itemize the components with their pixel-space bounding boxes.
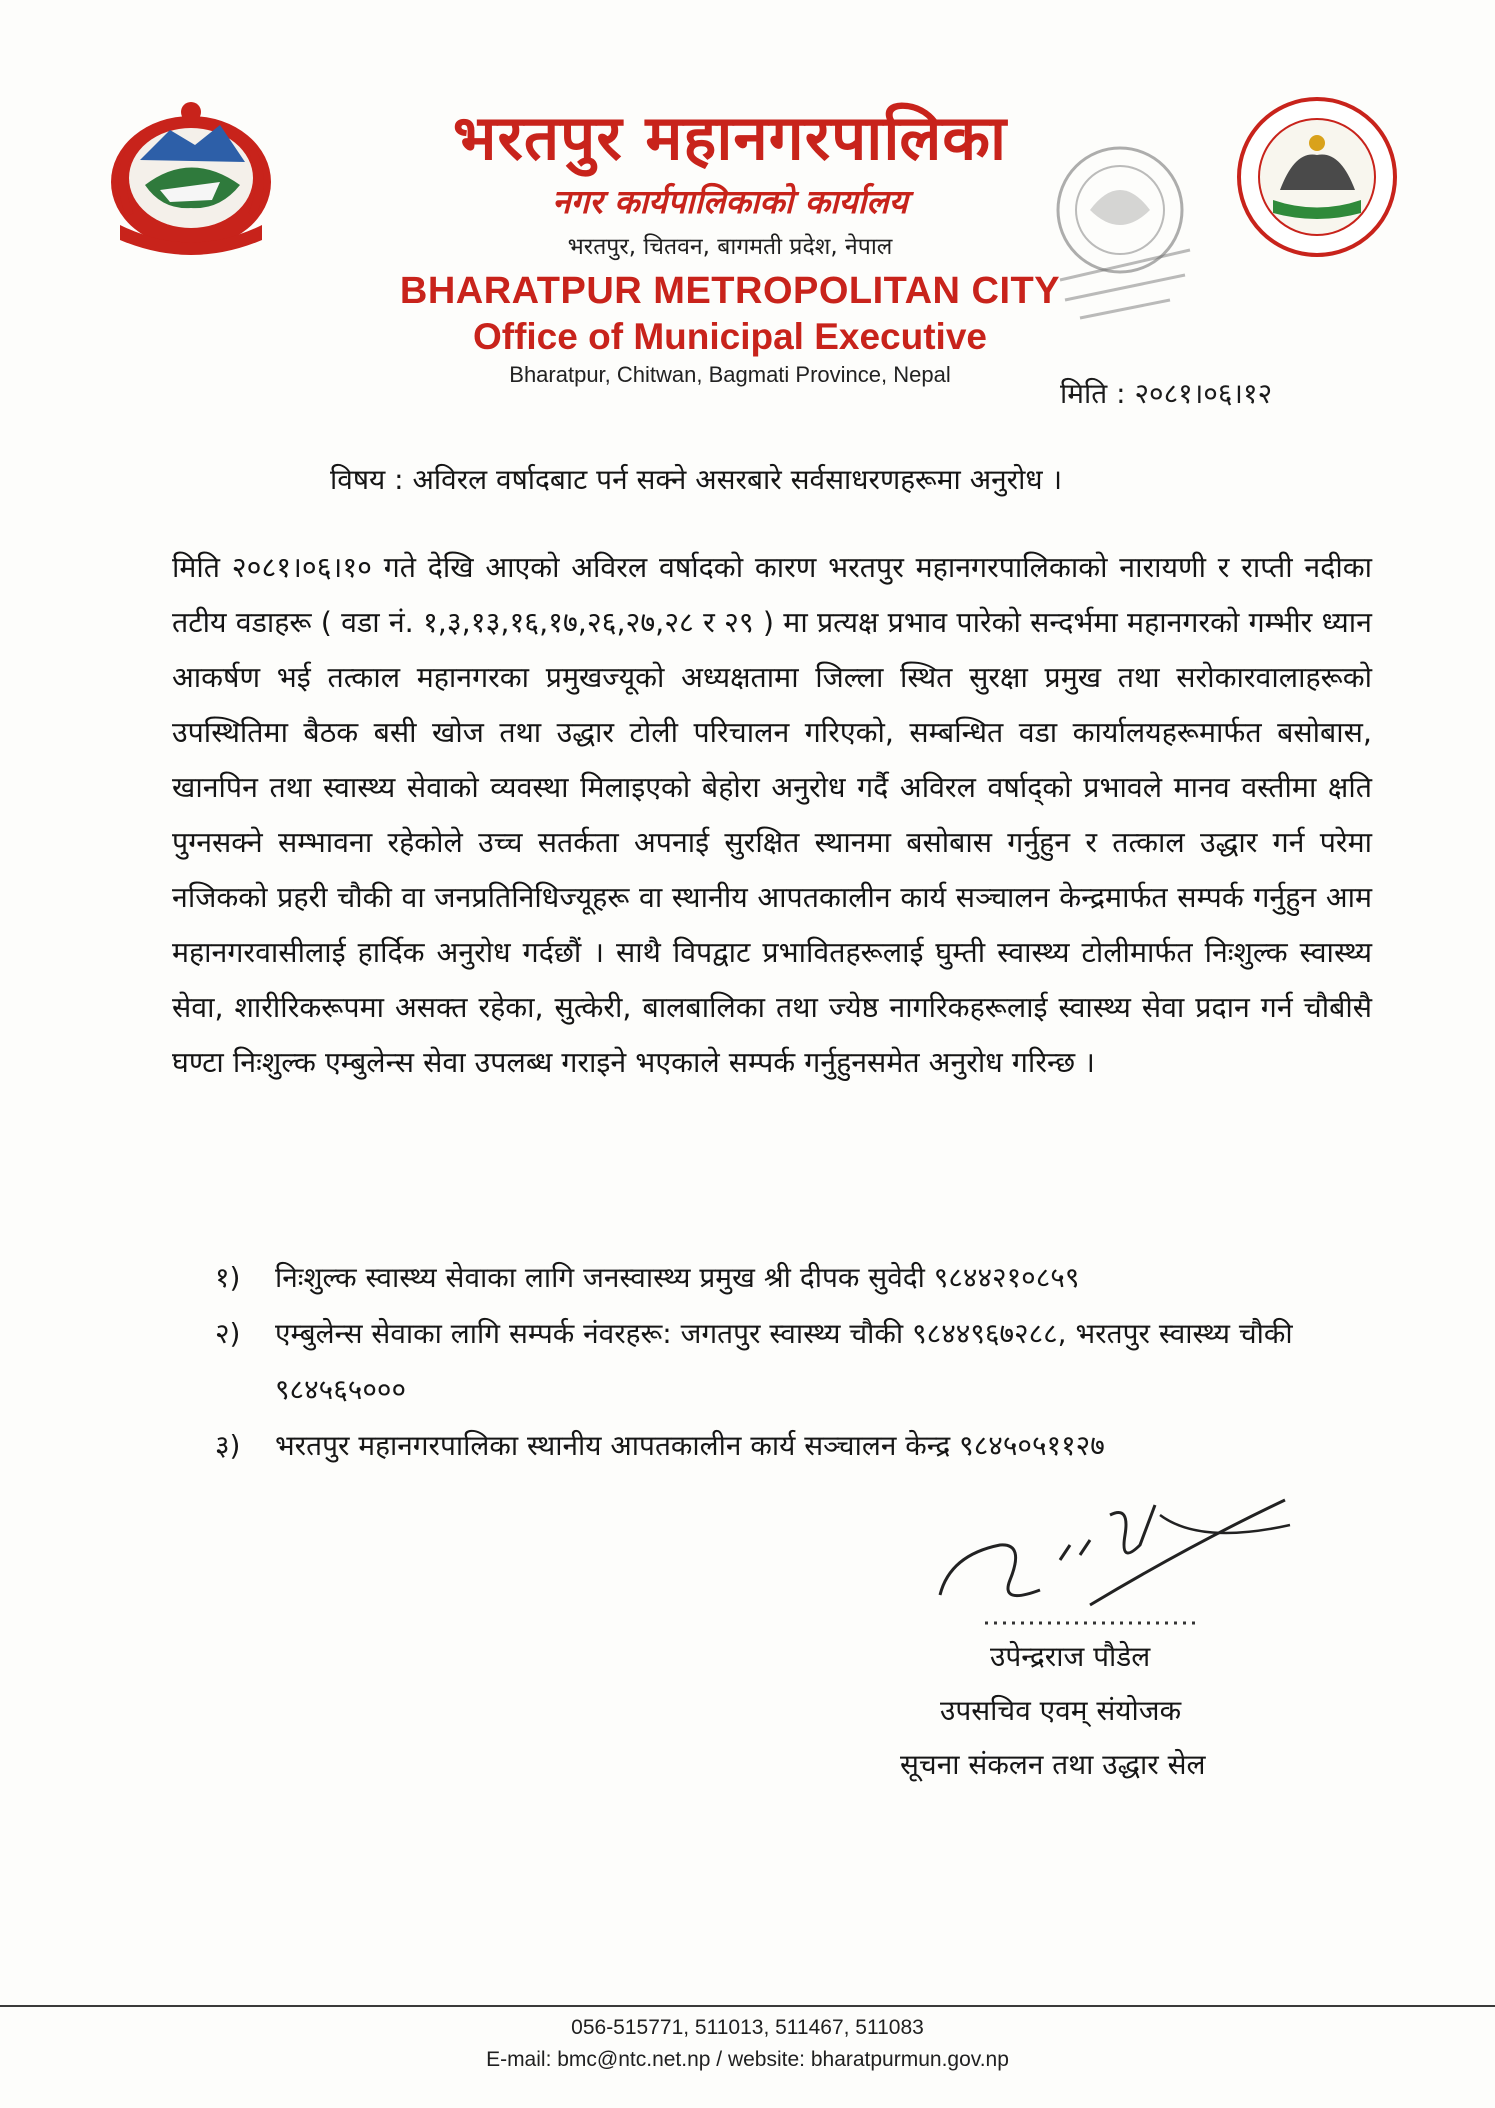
list-item	[215, 1306, 1375, 1418]
signature-icon	[930, 1485, 1300, 1635]
signatory-block	[900, 1630, 1300, 1792]
list-number: १)	[215, 1261, 241, 1294]
contact-list	[215, 1250, 1375, 1474]
letter-date	[1060, 374, 1272, 412]
subject-label: विषय :	[330, 463, 404, 496]
list-text: एम्बुलेन्स सेवाका लागि सम्पर्क नंवरहरू: जगतपुर स्वास्थ्य चौकी ९८४४९६७२८८, भरतपुर स्वास्थ्य चौकी ९८४५६५०००	[275, 1317, 1293, 1406]
signatory-name: उपेन्द्रराज पौडेल	[990, 1640, 1151, 1673]
office-name-english: Office of Municipal Executive	[472, 316, 987, 357]
list-text: निःशुल्क स्वास्थ्य सेवाका लागि जनस्वास्थ्य प्रमुख श्री दीपक सुवेदी ९८४४२१०८५९	[275, 1261, 1080, 1294]
list-number: २)	[215, 1317, 241, 1350]
list-item	[215, 1418, 1375, 1474]
list-text: भरतपुर महानगरपालिका स्थानीय आपतकालीन कार्य सञ्चालन केन्द्र ९८४५०५११२७	[275, 1429, 1105, 1462]
subject-line	[330, 460, 1062, 498]
footer-divider	[0, 2005, 1495, 2007]
date-value: २०८१।०६।१२	[1134, 377, 1273, 410]
address-devanagari: भरतपुर, चितवन, बागमती प्रदेश, नेपाल	[567, 234, 893, 260]
org-name-devanagari: भरतपुर महानगरपालिका	[452, 101, 1008, 174]
list-number: ३)	[215, 1429, 241, 1462]
signatory-title: उपसचिव एवम् संयोजक	[940, 1694, 1182, 1727]
letterhead	[340, 100, 1120, 390]
subject-text: अविरल वर्षादबाट पर्न सक्ने असरबारे सर्वसाधरणहरूमा अनुरोध ।	[412, 463, 1063, 496]
nepal-emblem-icon	[100, 90, 282, 255]
org-name-english: BHARATPUR METROPOLITAN CITY	[399, 270, 1061, 312]
body-paragraph: मिति २०८१।०६।१० गते देखि आएको अविरल वर्षादको कारण भरतपुर महानगरपालिकाको नारायणी र राप्ती नदीका तटीय वडाहरू ( वडा नं. १,३,१३,१६,१७,२६,२७,२८ र २९ ) मा प्रत्यक्ष प्रभाव पारेको सन्दर्भमा महानगरको गम्भीर ध्यान आकर्षण भई तत्काल महानगरका प्रमुखज्यूको अध्यक्षतामा जिल्ला स्थित सुरक्षा प्रमुख तथा सरोकारवालाहरूको उपस्थितिमा बैठक बसी खोज तथा उद्धार टोली परिचालन गरिएको, सम्बन्धित वडा कार्यालयहरूमार्फत बसोबास, खानपिन तथा स्वास्थ्य सेवाको व्यवस्था मिलाइएको बेहोरा अनुरोध गर्दै अविरल वर्षाद्को प्रभावले मानव वस्तीमा क्षति पुग्नसक्ने सम्भावना रहेकोले उच्च सतर्कता अपनाई सुरक्षित स्थानमा बसोबास गर्नुहुन र तत्काल उद्धार गर्न परेमा नजिकको प्रहरी चौकी वा जनप्रतिनिधिज्यूहरू वा स्थानीय आपतकालीन कार्य सञ्चालन केन्द्रमार्फत सम्पर्क गर्नुहुन आम महानगरवासीलाई हार्दिक अनुरोध गर्दछौं । साथै विपद्वाट प्रभावितहरूलाई घुम्ती स्वास्थ्य टोलीमार्फत निःशुल्क स्वास्थ्य सेवा, शारीरिकरूपमा असक्त रहेका, सुत्केरी, बालबालिका तथा ज्येष्ठ नागरिकहरूलाई स्वास्थ्य सेवा प्रदान गर्न चौबीसै घण्टा निःशुल्क एम्बुलेन्स सेवा उपलब्ध गराइने भएकाले सम्पर्क गर्नुहुनसमेत अनुरोध गरिन्छ ।	[172, 551, 1373, 1079]
date-label: मिति :	[1060, 377, 1126, 410]
office-stamp-icon	[1020, 130, 1220, 330]
footer-phones: 056-515771, 511013, 511467, 511083	[571, 2016, 924, 2039]
address-english: Bharatpur, Chitwan, Bagmati Province, Nepal	[509, 362, 951, 387]
signatory-department: सूचना संकलन तथा उद्धार सेल	[900, 1748, 1206, 1781]
bharatpur-logo-icon	[1235, 95, 1400, 260]
footer-contact: E-mail: bmc@ntc.net.np / website: bharatpurmun.gov.np	[486, 2048, 1009, 2071]
list-item	[215, 1250, 1375, 1306]
office-name-devanagari: नगर कार्यपालिकाको कार्यालय	[552, 182, 908, 221]
footer	[0, 2012, 1495, 2076]
